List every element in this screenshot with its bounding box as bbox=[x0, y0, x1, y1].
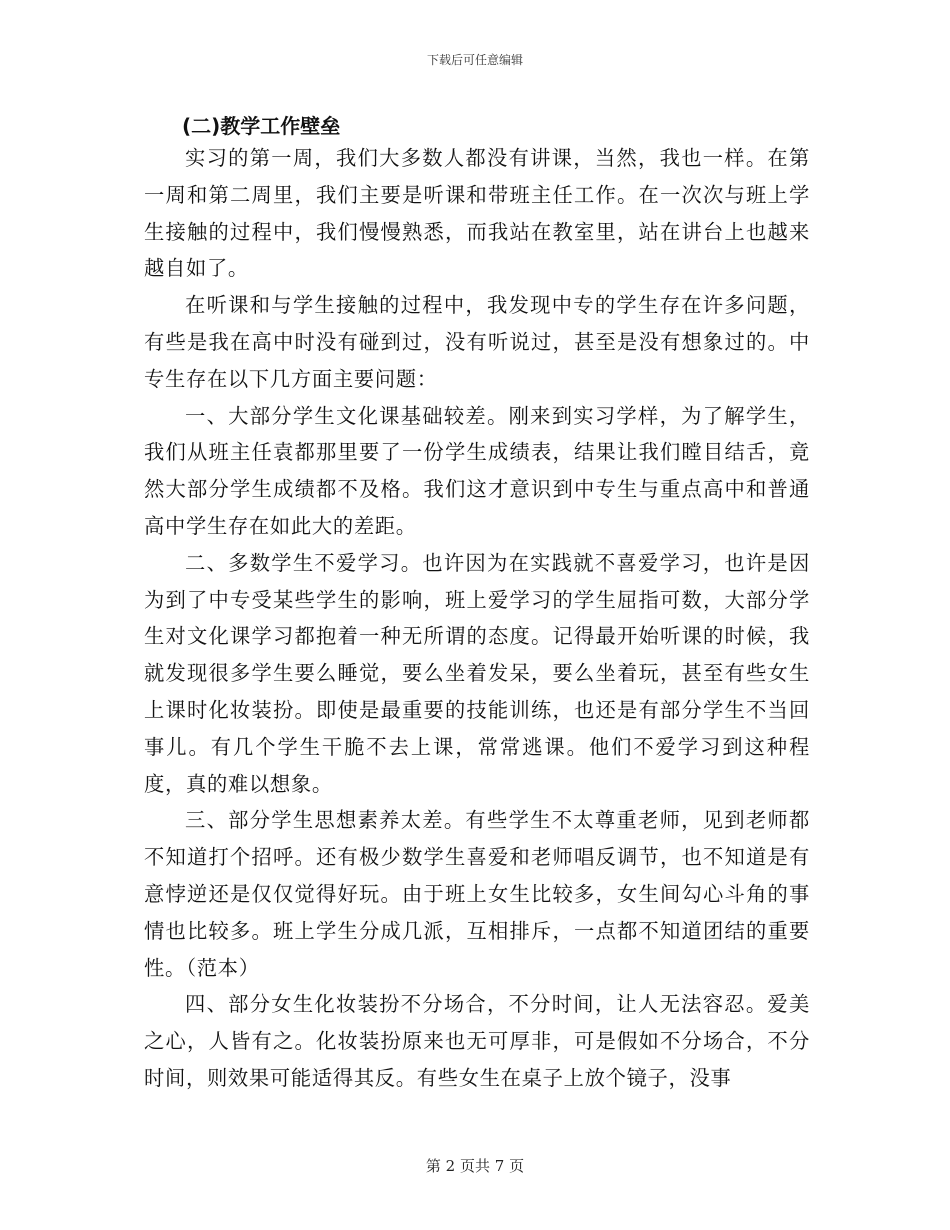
paragraph-problem-1: 一、大部分学生文化课基础较差。刚来到实习学样，为了解学生，我们从班主任袁都那里要了一份学生成绩表，结果让我们瞠目结舌，竟然大部分学生成绩都不及格。我们这才意识到中专生与重点高中和普通高中学生存在如此大的差距。 bbox=[144, 403, 810, 538]
section-title: (二)教学工作壁垒 bbox=[182, 114, 341, 138]
paragraph-problem-2: 二、多数学生不爱学习。也许因为在实践就不喜爱学习，也许是因为到了中专受某些学生的影响，班上爱学习的学生屈指可数，大部分学生对文化课学习都抱着一种无所谓的态度。记得最开始听课的时候，我就发现很多学生要么睡觉，要么坐着发呆，要么坐着玩，甚至有些女生上课时化妆装扮。即使是最重要的技能训练，也还是有部分学生不当回事儿。有几个学生干脆不去上课，常常逃课。他们不爱学习到这种程度，真的难以想象。 bbox=[144, 550, 810, 796]
page-header-note: 下载后可任意编辑 bbox=[426, 53, 523, 67]
paragraph-problem-3: 三、部分学生思想素养太差。有些学生不太尊重老师，见到老师都不知道打个招呼。还有极少数学生喜爱和老师唱反调节，也不知道是有意悖逆还是仅仅觉得好玩。由于班上女生比较多，女生间勾心斗角的事情也比较多。班上学生分成几派，互相排斥，一点都不知道团结的重要性。（范本） bbox=[144, 808, 810, 980]
paragraph-intro: 实习的第一周，我们大多数人都没有讲课，当然，我也一样。在第一周和第二周里，我们主要是听课和带班主任工作。在一次次与班上学生接触的过程中，我们慢慢熟悉，而我站在教室里，站在讲台上也越来越自如了。 bbox=[144, 146, 810, 281]
page-number-footer: 第 2 页共 7 页 bbox=[425, 1157, 525, 1175]
document-body bbox=[144, 112, 810, 1097]
paragraph-problem-4: 四、部分女生化妆装扮不分场合，不分时间，让人无法容忍。爱美之心，人皆有之。化妆装扮原来也无可厚非，可是假如不分场合，不分时间，则效果可能适得其反。有些女生在桌子上放个镜子，没事 bbox=[144, 992, 810, 1090]
paragraph-problems-overview: 在听课和与学生接触的过程中，我发现中专的学生存在许多问题，有些是我在高中时没有碰到过，没有听说过，甚至是没有想象过的。中专生存在以下几方面主要问题： bbox=[144, 293, 810, 391]
